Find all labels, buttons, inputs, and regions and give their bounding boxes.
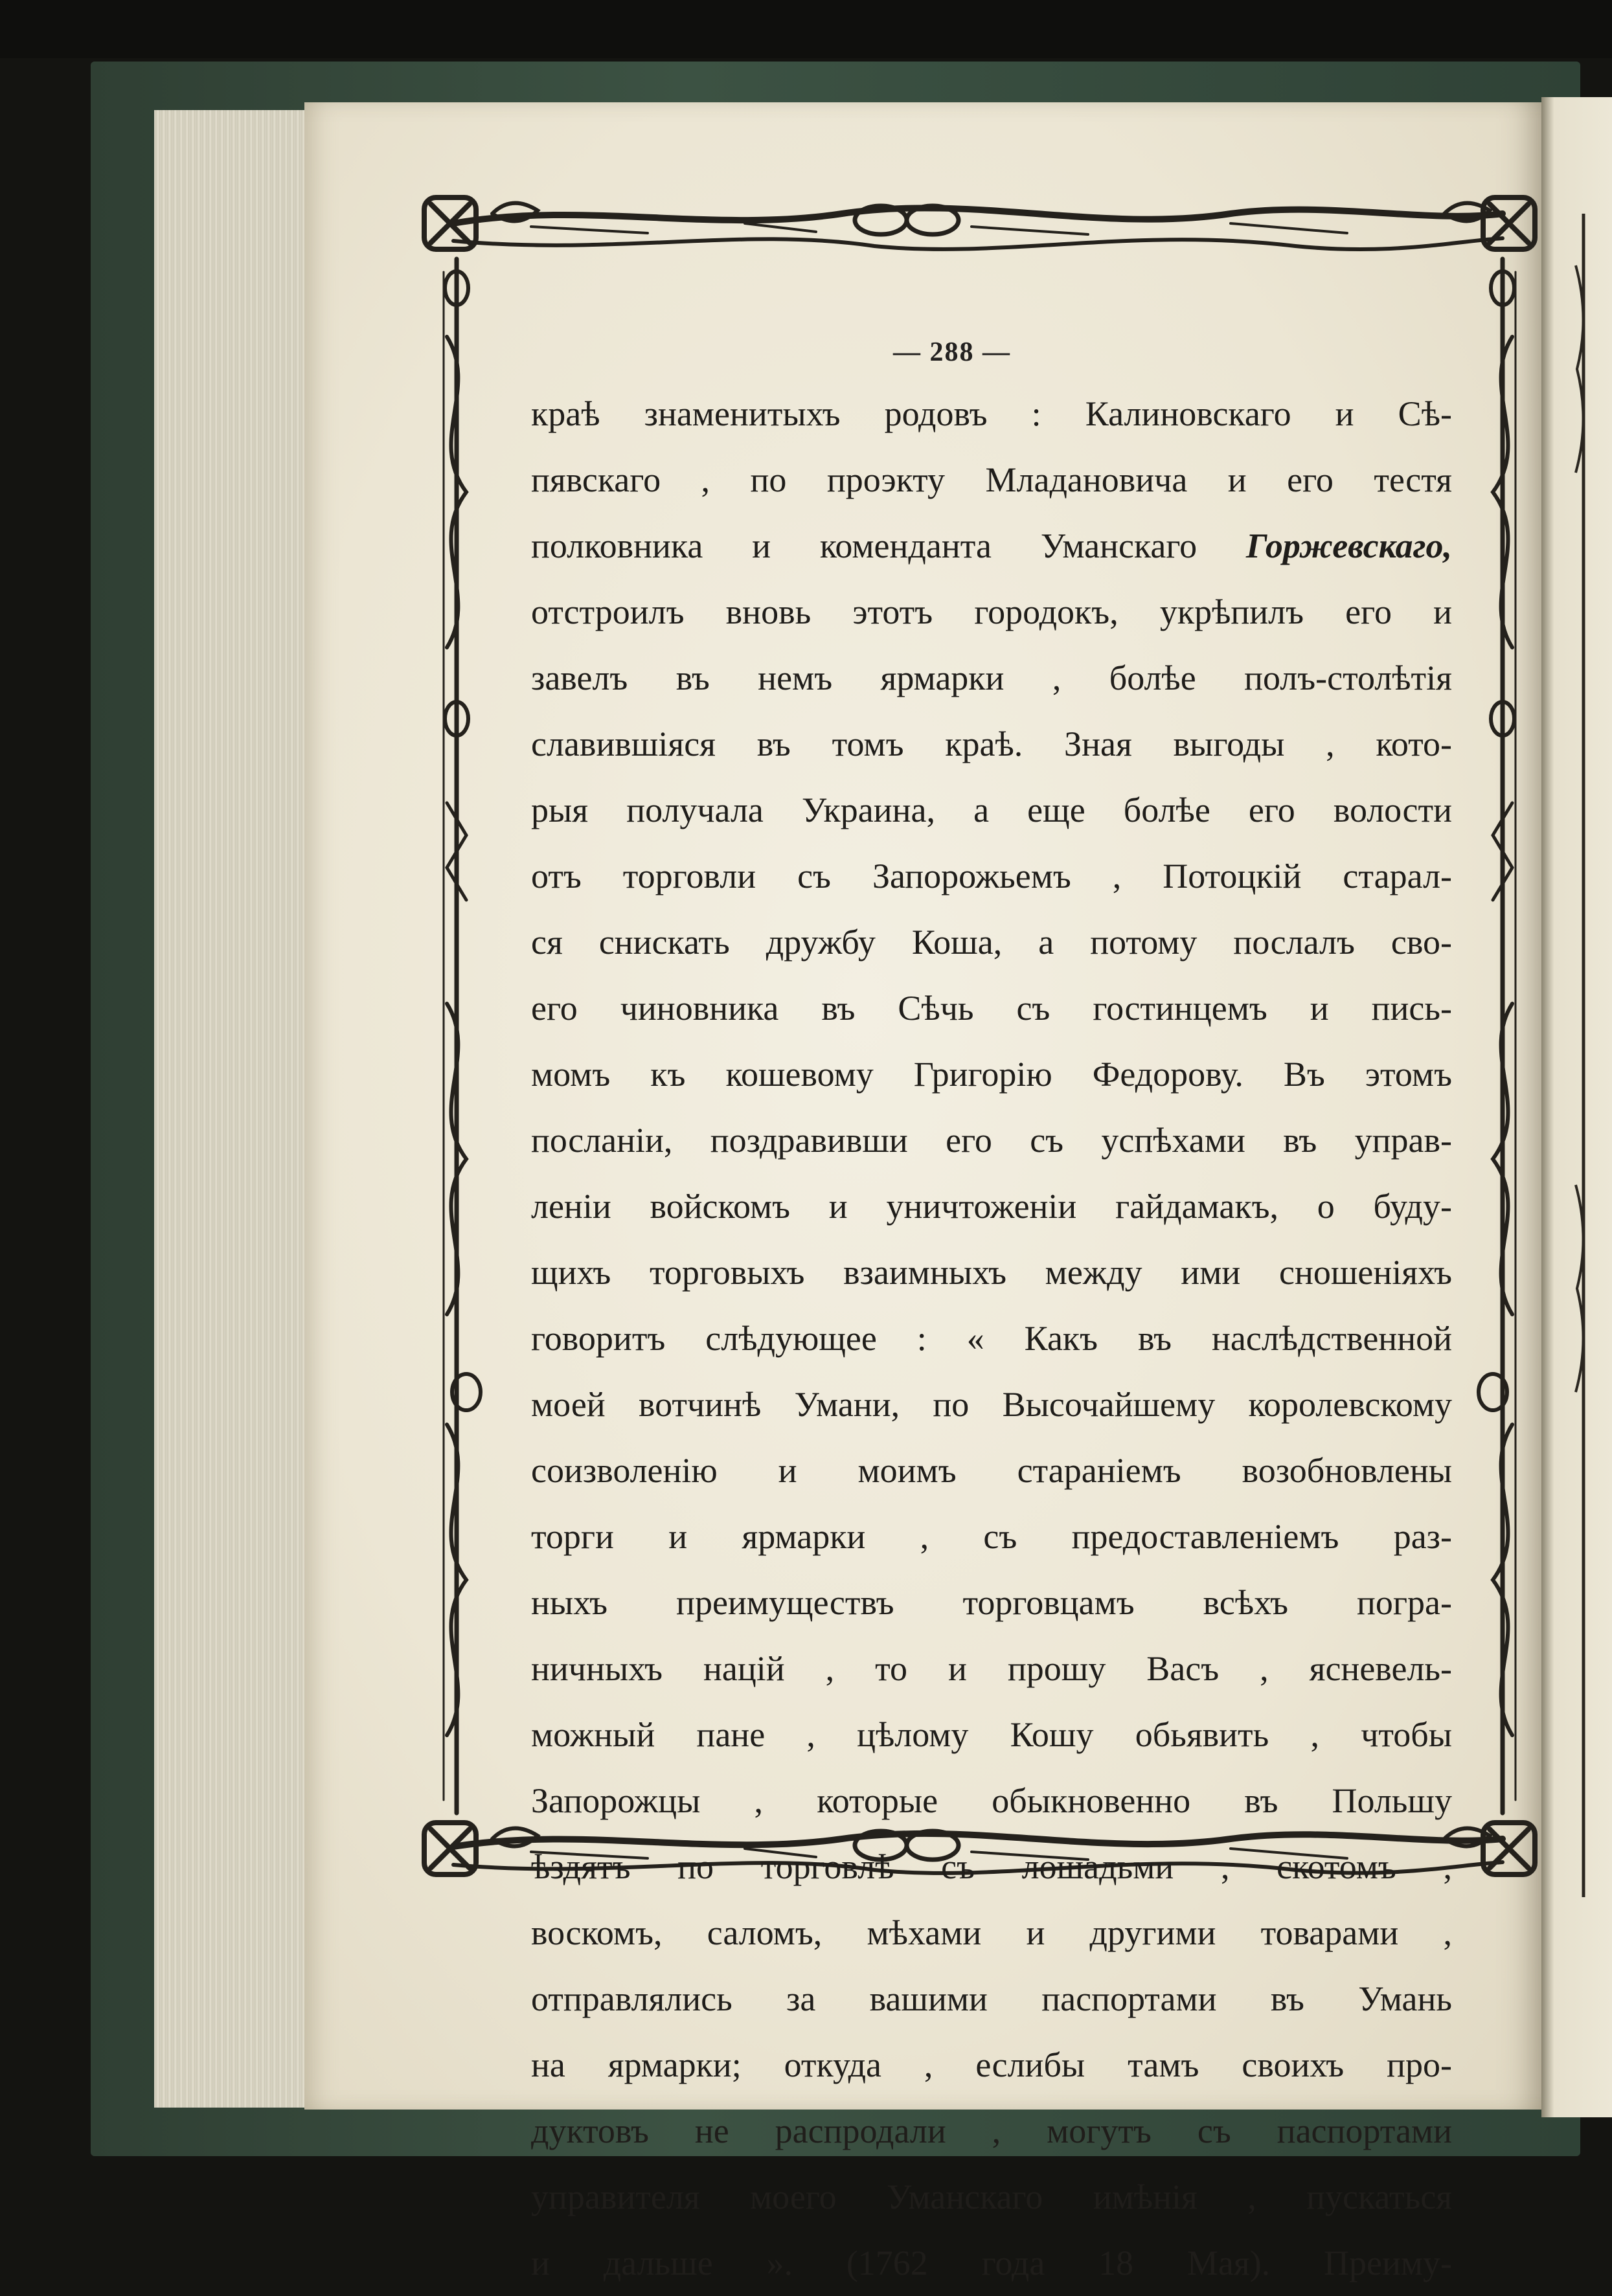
text-line: дуктовъ не распродали , могутъ съ паспортами (531, 2111, 1452, 2150)
text-line: управителя моего Уманскаго имѣнія , пускаться (531, 2178, 1452, 2216)
text-line: момъ къ кошевому Григорію Федорову. Въ этомъ (531, 1055, 1452, 1094)
top-border-ornament (453, 203, 1503, 249)
italic-name: Горжевскаго, (1246, 526, 1453, 565)
text-line: воскомъ, саломъ, мѣхами и другими товарами , (531, 1913, 1452, 1952)
text-line: посланіи, поздравивши его съ успѣхами въ управ- (531, 1121, 1452, 1160)
text-line: ныхъ преимуществъ торговцамъ всѣхъ погра- (531, 1583, 1452, 1622)
page-number: — 288 — (893, 337, 1011, 367)
text-line: торги и ярмарки , съ предоставленіемъ раз- (531, 1517, 1452, 1556)
right-border-ornament (1479, 259, 1516, 1813)
text-line: славившіяся въ томъ краѣ. Зная выгоды , кото- (531, 725, 1452, 763)
text-line: отъ торговли съ Запорожьемъ , Потоцкій старал- (531, 857, 1452, 895)
text-line: отстроилъ вновь этотъ городокъ, укрѣпилъ его и (531, 592, 1452, 631)
text-line: моей вотчинѣ Умани, по Высочайшему королевскому (531, 1385, 1452, 1424)
text-line: отправлялись за вашими паспортами въ Умань (531, 1979, 1452, 2018)
text-line: пявскаго , по проэкту Младановича и его тестя (531, 460, 1452, 499)
text-line: на ярмарки; откуда , еслибы тамъ своихъ про- (531, 2045, 1452, 2084)
text-line-segment: полковника и коменданта Уманскаго (531, 526, 1198, 565)
left-border-ornament (444, 259, 481, 1813)
text-line: ничныхъ націй , то и прошу Васъ , ясневель- (531, 1649, 1452, 1688)
text-line: рыя получала Украина, а еще болѣе его волости (531, 791, 1452, 829)
text-line: можный пане , цѣлому Кошу обьявить , чтобы (531, 1715, 1452, 1754)
text-line: краѣ знаменитыхъ родовъ : Калиновскаго и Сѣ- (531, 394, 1452, 433)
text-line: ся снискать дружбу Коша, а потому послалъ сво- (531, 923, 1452, 962)
text-line (531, 513, 1452, 579)
text-line: ѣздятъ по торговлѣ съ лошадьми , скотомъ , (531, 1847, 1452, 1886)
text-line: завелъ въ немъ ярмарки , болѣе полъ-столѣтія (531, 658, 1452, 697)
text-line: соизволенію и моимъ стараніемъ возобновлены (531, 1451, 1452, 1490)
text-line: леніи войскомъ и уничтоженіи гайдамакъ, о буду- (531, 1187, 1452, 1226)
text-line: Запорожцы , которые обыкновенно въ Польшу (531, 1781, 1452, 1820)
text-line: его чиновника въ Сѣчь съ гостинцемъ и пись- (531, 989, 1452, 1028)
text-line: говоритъ слѣдующее : « Какъ въ наслѣдственной (531, 1319, 1452, 1358)
text-line: и дальше ». (1762 года 18 Мая). Преиму- (531, 2244, 1452, 2282)
body-text (531, 381, 1452, 2296)
text-line: щихъ торговыхъ взаимныхъ между ими сношеніяхъ (531, 1253, 1452, 1292)
